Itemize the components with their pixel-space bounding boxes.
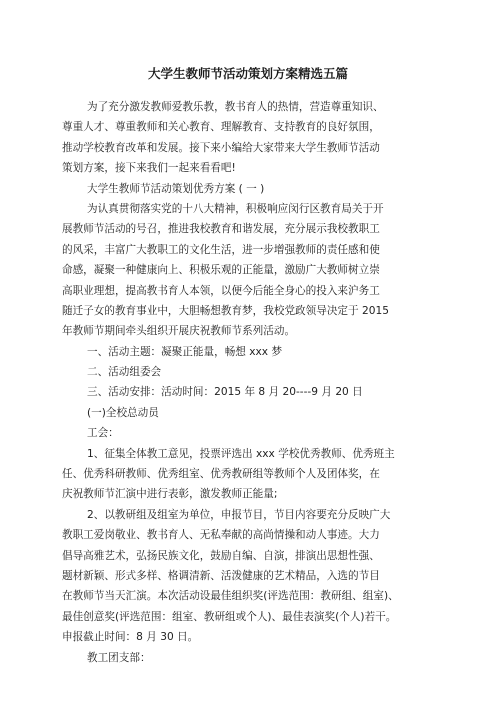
text-line: 在教师节当天汇演。本次活动设最佳组织奖(评选范围：教研组、组室)、: [62, 590, 399, 603]
text-line: 题材新颖、形式多样、格调清新、活泼健康的艺术精品，入选的节目: [62, 569, 380, 582]
text-line: 命感，凝聚一种健康向上、积极乐观的正能量，激励广大教师树立崇: [62, 264, 380, 277]
text-line: 1、征集全体教工意见，投票评选出 xxx 学校优秀教师、优秀班主: [87, 447, 395, 460]
text-line: 申报截止时间：8 月 30 日。: [62, 631, 199, 644]
text-line: 高职业理想，提高教书育人本领，以便今后能全身心的投入来沪务工: [62, 284, 380, 297]
text-line: 教职工爱岗敬业、教书育人、无私奉献的高尚情操和动人事迹。大力: [62, 529, 380, 542]
text-line: 三、活动安排：活动时间：2015 年 8 月 20----9 月 20 日: [87, 386, 363, 399]
text-line: 二、活动组委会: [87, 366, 162, 379]
text-line: 最佳创意奖(评选范围：组室、教研组或个人)、最佳表演奖(个人)若干。: [62, 610, 397, 623]
text-line: 任、优秀科研教师、优秀组室、优秀教研组等教师个人及团体奖，在: [62, 468, 380, 481]
text-line: (一)全校总动员: [87, 406, 159, 419]
document-title: 大学生教师节活动策划方案精选五篇: [147, 66, 348, 81]
text-line: 2、以教研组及组室为单位，申报节目，节目内容要充分反映广大: [87, 508, 391, 521]
text-line: 年教师节期间牵头组织开展庆祝教师节系列活动。: [62, 325, 296, 338]
text-line: 倡导高雅艺术，弘扬民族文化，鼓励自编、自演，排演出思想性强、: [62, 549, 380, 562]
document-body: [62, 97, 438, 668]
text-line: 工会：: [87, 427, 119, 440]
text-line: 的风采，丰富广大教职工的文化生活，进一步增强教师的责任感和使: [62, 243, 380, 256]
text-line: 策划方案，接下来我们一起来看看吧!: [62, 162, 236, 175]
text-line: 尊重人才、尊重教师和关心教育、理解教育、支持教育的良好氛围，: [62, 121, 380, 134]
text-line: 一、活动主题：凝聚正能量，畅想 xxx 梦: [87, 345, 283, 358]
text-line: 教工团支部：: [87, 651, 151, 664]
text-line: 推动学校教育改革和发展。接下来小编给大家带来大学生教师节活动: [62, 141, 380, 154]
text-line: 随迁子女的教育事业中，大胆畅想教育梦，我校党政领导决定于 2015: [62, 304, 389, 317]
text-line: 大学生教师节活动策划优秀方案 ( 一 ): [87, 182, 265, 195]
text-line: 展教师节活动的号召，推进我校教育和谐发展，充分展示我校教职工: [62, 223, 380, 236]
text-line: 为了充分激发教师爱教乐教，教书育人的热情，营造尊重知识、: [87, 101, 384, 113]
text-line: 为认真贯彻落实党的十八大精神，积极响应闵行区教育局关于开: [87, 202, 384, 215]
text-line: 庆祝教师节汇演中进行表彰，激发教师正能量;: [62, 488, 278, 501]
